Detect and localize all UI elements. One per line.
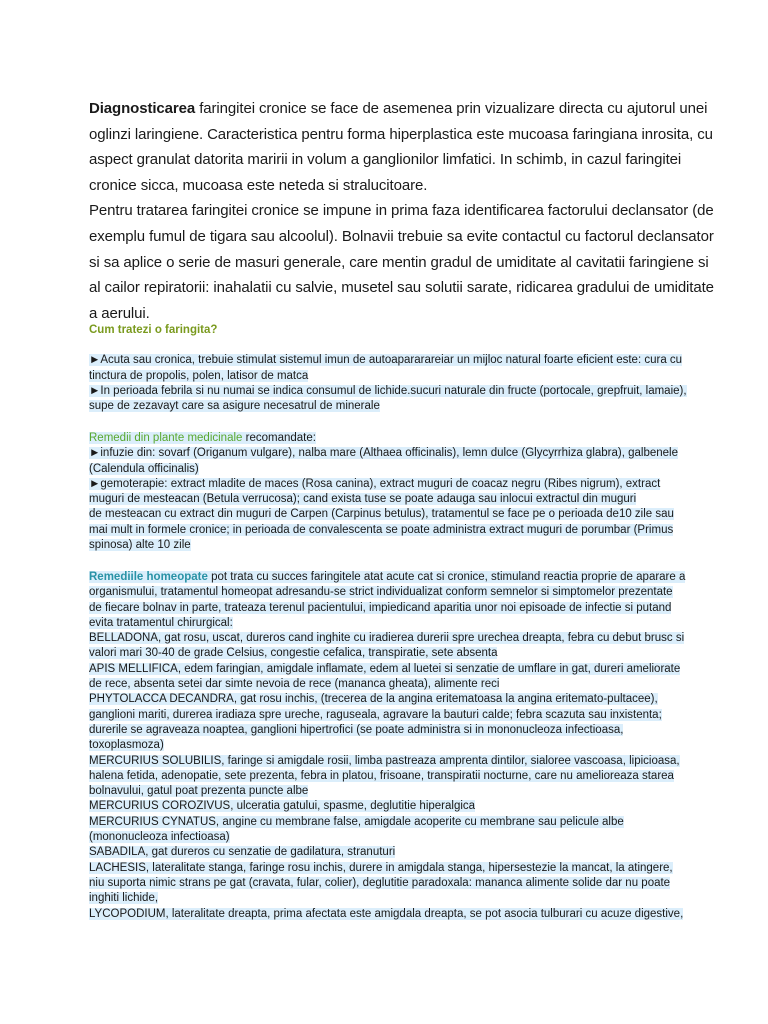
- diagnostic-term: Diagnosticarea: [89, 100, 196, 117]
- intro-paragraph-2: [89, 198, 714, 326]
- text-line: (Calendula officinalis): [89, 462, 199, 475]
- text-line: organismului, tratamentul homeopat adresandu-se strict individualizat conform semnelor si simptomelor prezentate: [89, 586, 673, 599]
- text-line: ►In perioada febrila si nu numai se indica consumul de lichide.sucuri naturale din fructe (portocale, grepfruit, lamaie),: [89, 384, 687, 397]
- intro-line: oglinzi laringiene. Caracteristica pentru forma hiperplastica este mucoasa faringiana inrosita, cu: [89, 125, 713, 143]
- text-line: valori mari 30-40 de grade Celsius, congestie cefalica, transpiratie, sete absenta: [89, 647, 498, 660]
- section-homeopathic-remedies: [89, 570, 686, 922]
- intro-text: [89, 96, 714, 326]
- text-line: de rece, absenta setei dar simte nevoia de rece (mananca gheata), alimente reci: [89, 678, 500, 691]
- text-line: muguri de mesteacan (Betula verrucosa); cand exista tuse se poate adauga sau inlocui extractul din muguri: [89, 493, 637, 506]
- section-heading-line: Remediile homeopate pot trata cu succes faringitele atat acute cat si cronice, stimuland reactia proprie de aparare a: [89, 571, 686, 583]
- text-line: ►gemoterapie: extract mladite de maces (Rosa canina), extract muguri de coacaz negru (Ribes nigrum), extract: [89, 477, 661, 490]
- text-line: SABADILA, gat dureros cu senzatie de gadilatura, stranuturi: [89, 846, 396, 859]
- intro-line: si sa aplice o serie de masuri generale, care mentin gradul de umiditate al cavitatii faringiene si: [89, 253, 709, 271]
- text-line: niu suporta nimic strans pe gat (cravata, fular, colier), deglutitie paradoxala: mananca alimente solide dar nu poate: [89, 876, 671, 889]
- text-line: halena fetida, adenopatie, sete prezenta, febra in platou, frisoane, transpiratii nocturne, care nu amelioreaza starea: [89, 769, 674, 782]
- text-line: LACHESIS, lateralitate stanga, faringe rosu inchis, durere in amigdala stanga, hipersestezie la mancat, la atingere,: [89, 861, 673, 874]
- text-line: tinctura de propolis, polen, latisor de matca: [89, 369, 309, 382]
- text-line: supe de zezavayt care sa asigure necesatrul de minerale: [89, 400, 380, 413]
- section-heading: Remediile homeopate: [89, 571, 208, 583]
- section-heading: Cum tratezi o faringita?: [89, 324, 218, 336]
- section-how-to-treat: [89, 323, 687, 414]
- intro-line: Diagnosticarea faringitei cronice se face de asemenea prin vizualizare directa cu ajutorul unei: [89, 100, 708, 117]
- intro-line: a aerului.: [89, 304, 150, 322]
- text-line: APIS MELLIFICA, edem faringian, amigdale inflamate, edem al luetei si senzatie de umflare in gat, dureri ameliorate: [89, 662, 681, 675]
- text-line: de fiecare bolnav in parte, trateaza terenul pacientului, impiedicand aparitia unor noi episoade de infectie si putand: [89, 601, 672, 614]
- section-plant-remedies: [89, 431, 681, 553]
- intro-paragraph-1: [89, 96, 713, 198]
- text-line: bolnavului, gatul poat prezenta puncte albe: [89, 785, 309, 798]
- text-line: ►Acuta sau cronica, trebuie stimulat sistemul imun de autoapararareiar un mijloc natural foarte eficient este: cura cu: [89, 354, 683, 367]
- text-line: inghiti lichide,: [89, 892, 159, 905]
- text-line: toxoplasmoza): [89, 739, 164, 752]
- intro-line: exemplu fumul de tigara sau alcoolul). Bolnavii trebuie sa evite contactul cu factorul declansator: [89, 227, 714, 245]
- text-line: MERCURIUS CYNATUS, angine cu membrane false, amigdale acoperite cu membrane sau pelicule albe: [89, 815, 624, 828]
- text-line: ganglioni mariti, durerea iradiaza spre ureche, raguseala, agravare la bauturi calde; febra scazuta sau inxistenta;: [89, 708, 662, 721]
- text-line: MERCURIUS COROZIVUS, ulceratia gatului, spasme, deglutitie hiperalgica: [89, 800, 476, 813]
- text-line: (mononucleoza infectioasa): [89, 831, 230, 844]
- text-line: MERCURIUS SOLUBILIS, faringe si amigdale rosii, limba pastreaza amprenta dintilor, sialoree vascoasa, lipicioasa,: [89, 754, 680, 767]
- text-line: spinosa) alte 10 zile: [89, 539, 191, 552]
- text-line: BELLADONA, gat rosu, uscat, dureros cand inghite cu iradierea durerii spre urechea dreapta, febra cu debut brusc si: [89, 632, 685, 645]
- text-line: ►infuzie din: sovarf (Origanum vulgare), nalba mare (Althaea officinalis), lemn dulce (Glycyrrhiza glabra), galbenele: [89, 447, 678, 460]
- text-line: evita tratamentul chirurgical:: [89, 616, 233, 629]
- text-line: PHYTOLACCA DECANDRA, gat rosu inchis, (trecerea de la angina eritematoasa la angina eritemato-pultacee),: [89, 693, 658, 706]
- text-line: durerile se agraveaza noaptea, ganglioni hipertrofici (se poate administra si in mononucleoza infectioasa,: [89, 723, 624, 736]
- intro-line: cronice sicca, mucoasa este neteda si stralucitoare.: [89, 176, 428, 194]
- text-line: mai mult in formele cronice; in perioada de convalescenta se poate administra extract muguri de porumbar (Primus: [89, 523, 674, 536]
- spacer: [89, 338, 681, 353]
- intro-line: aspect granulat datorita maririi in volum a ganglionilor limfatici. In schimb, in cazul faringitei: [89, 151, 682, 169]
- text-line: de mesteacan cu extract din muguri de Carpen (Carpinus betulus), tratamentul se face pe o perioada de10 zile sau: [89, 508, 674, 521]
- intro-line: al cailor repiratorii: inahalatii cu salvie, musetel sau solutii sarate, ridicarea gradului de umiditate: [89, 279, 714, 297]
- intro-line: Pentru tratarea faringitei cronice se impune in prima faza identificarea factorului declansator (de: [89, 202, 714, 220]
- section-heading: Remedii din plante medicinale recomandate:: [89, 432, 316, 444]
- text-line: LYCOPODIUM, lateralitate dreapta, prima afectata este amigdala dreapta, se pot asocia tulburari cu acuze digestive,: [89, 907, 684, 920]
